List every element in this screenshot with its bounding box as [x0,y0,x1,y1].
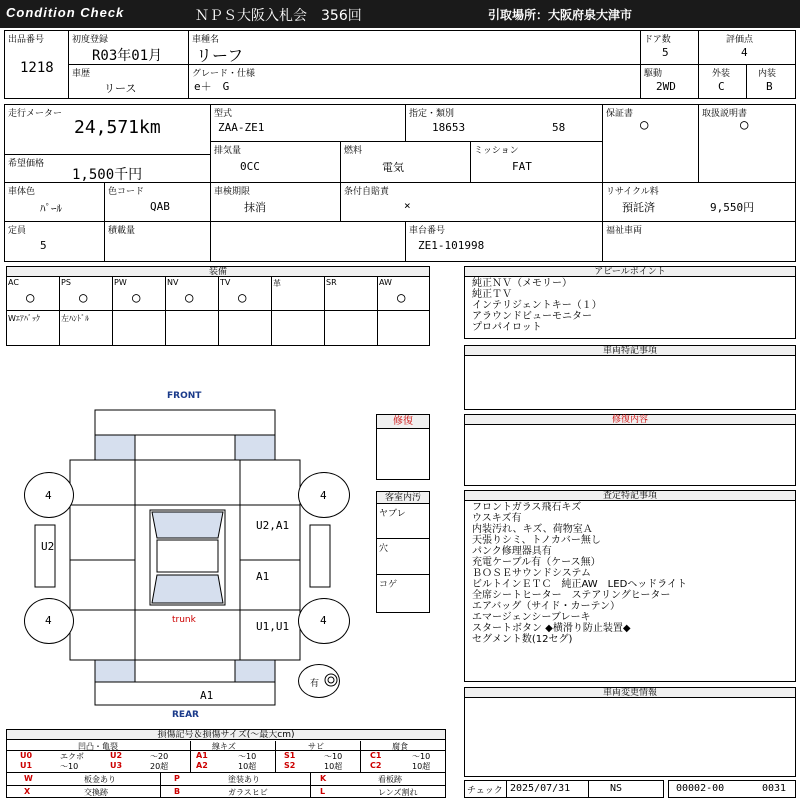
price-label: 希望価格 [8,159,45,169]
grade: e＋ G [194,80,230,93]
doors-label: ドア数 [644,35,671,45]
check-date: 2025/07/31 [510,783,571,794]
legend-code: P [174,774,180,783]
recycle-label: リサイクル料 [606,187,659,197]
legend-code: S2 [284,761,296,770]
repair-detail-title: 修復内容 [465,415,795,425]
color: ﾊﾟｰﾙ [40,202,62,215]
legend-desc: 10超 [412,762,431,771]
interior: B [766,80,773,93]
legend-group-corrosion: 腐食 [392,742,408,751]
mileage-label: 走行メーター [8,109,63,119]
legend-group-scratch: 線キズ [212,742,236,751]
legend-code: X [24,787,31,796]
repair-title: 修復 [377,415,429,429]
first-reg: R03年01月 [92,48,163,64]
legend-code: U2 [110,751,123,760]
header-auction: ＮＰＳ大阪入札会 356回 [195,8,362,24]
category: 58 [552,121,566,134]
displacement: 0CC [240,160,260,173]
inspection: 抹消 [244,201,266,214]
color-code-label: 色コード [108,187,145,197]
trunk-label: trunk [172,615,196,625]
equipment-title: 装備 [7,267,429,277]
checker: NS [610,783,623,794]
load-label: 積載量 [108,226,136,236]
footer-number: 0031 [762,783,787,794]
legend-code: A2 [196,761,208,770]
inspection-note-line: ビルトインＥＴＣ 純正AW LEDヘッドライト [472,579,687,590]
appeal-line: プロパイロット [472,322,542,333]
header-left-title: Condition Check [6,5,125,20]
header-pickup: 引取場所：大阪府泉大津市 [488,8,633,22]
chassis: ZE1-101998 [418,239,485,252]
legend-code: B [174,787,181,796]
appeal-title: アピールポイント [465,267,795,277]
inspection-label: 車検期限 [214,187,251,197]
designation-label: 指定・類別 [409,109,455,119]
equip-label-sr: SR [326,278,337,287]
stain-burn: コゲ [379,580,398,590]
front-label: FRONT [167,391,202,401]
inspection-notes-list [472,502,792,645]
history-label: 車歴 [72,69,91,79]
legend-desc: 塗装あり [228,775,260,784]
legend-desc: 板金あり [84,775,116,784]
recycle-fee: 9,550円 [710,201,755,214]
transmission: FAT [512,160,532,173]
inspection-note-line: パンク修理器具有 [472,546,552,557]
inspection-note-line: エアバッグ（サイド・カーテン） [472,601,620,612]
equip-label-ps: PS [61,278,71,287]
capacity: 5 [40,239,47,252]
legend-code: C2 [370,761,382,770]
legend-desc: 10超 [324,762,343,771]
spare-label: 有 [310,679,320,689]
inspection-note-line: 全席シートヒーター ステアリングヒーター [472,590,671,601]
inspection-note-line: スタートボタン ◆横滑り防止装置◆ [472,623,631,634]
legend-desc: 10超 [238,762,257,771]
drive: 2WD [656,80,676,93]
insurance: × [404,199,411,212]
legend-desc: 20超 [150,762,169,771]
equip-mark-tv: ○ [238,290,247,306]
interior-stain-title: 客室内汚 [377,492,429,504]
legend-desc: 交換跡 [84,788,108,797]
damage-left-side: U2 [41,540,55,553]
drive-label: 駆動 [644,69,663,79]
listing-no: 1218 [20,60,54,76]
legend-code: W [24,774,33,783]
listing-no-label: 出品番号 [8,35,45,45]
inspection-note-line: エマージェンシーブレーキ [472,612,591,623]
tire-front-left-value: 4 [45,489,52,502]
equip-label-ac: AC [8,278,19,287]
equip-mark-nv: ○ [185,290,194,306]
score-label: 評価点 [726,35,754,45]
equip-label-nv: NV [167,278,179,287]
legend-code: U1 [20,761,33,770]
model-name-label: 車種名 [192,35,220,45]
type-label: 型式 [214,109,233,119]
tire-icon [324,673,338,687]
legend-code: C1 [370,751,382,760]
insurance-label: 条付自賠責 [344,187,390,197]
damage-right-rear: U1,U1 [256,620,290,633]
color-code: QAB [150,200,170,213]
interior-label: 内装 [758,69,777,79]
legend-code: K [320,774,327,783]
legend-code: U0 [20,751,33,760]
change-info-box [464,687,796,777]
legend-group-rust: サビ [308,742,324,751]
equip-airbag: Wｴｱﾊﾞｯｸ [8,314,40,323]
inspection-note-line: セグメント数(12セグ) [472,634,573,645]
warranty-mark: ○ [640,117,649,133]
inspection-note-line: フロントガラス飛石キズ [472,502,582,513]
header-bar [0,0,800,28]
exterior: C [718,80,725,93]
inspection-note-line: 天張りシミ、トノカバー無し [472,535,601,546]
tire-rear-right-value: 4 [320,614,327,627]
legend-code: A1 [196,751,208,760]
manual-label: 取扱説明書 [702,109,748,119]
chassis-label: 車台番号 [409,226,446,236]
equip-label-aw: AW [379,278,392,287]
footer-code: 00002-00 [676,783,725,794]
legend-desc: 〜10 [60,762,79,771]
transmission-label: ミッション [474,146,519,156]
legend-desc: エクボ [60,752,84,761]
price: 1,500千円 [72,167,143,183]
stain-tear: ヤブレ [379,509,406,519]
first-reg-label: 初度登録 [72,35,109,45]
special-title: 車両特記事項 [465,346,795,356]
displacement-label: 排気量 [214,146,242,156]
inspection-notes-title: 査定特記事項 [465,491,795,501]
legend-desc: レンズ割れ [378,788,418,797]
recycle-status: 預託済 [622,201,655,214]
capacity-label: 定員 [8,226,27,236]
legend-desc: 〜10 [238,752,257,761]
legend-title: 損傷記号＆損傷サイズ(〜最大cm) [7,730,445,740]
legend-desc: 〜10 [412,752,431,761]
fuel-label: 燃料 [344,146,363,156]
equip-label-leather: 革 [273,279,281,288]
inspection-note-line: ウスキズ有 [472,513,522,524]
tire-rear-left-value: 4 [45,614,52,627]
legend-code: L [320,787,326,796]
appeal-line: 純正ＮＶ（メモリー） [472,278,572,289]
mileage: 24,571km [74,117,161,138]
equip-mark-aw: ○ [397,290,406,306]
warranty-label: 保証書 [606,109,634,119]
designation: 18653 [432,121,466,134]
inspection-note-line: ＢＯＳＥサウンドシステム [472,568,591,579]
equip-mark-ac: ○ [26,290,35,306]
color-label: 車体色 [8,187,36,197]
equip-left-handle: 左ﾊﾝﾄﾞﾙ [61,314,89,323]
appeal-line: アラウンドビューモニター [472,311,592,322]
equip-mark-pw: ○ [132,290,141,306]
legend-desc: ガラスヒビ [228,788,268,797]
exterior-label: 外装 [712,69,731,79]
inspection-note-line: 充電ケーブル有（ケース無） [472,557,601,568]
tire-front-right-value: 4 [320,489,327,502]
history: リース [104,82,137,95]
damage-right-mid: A1 [256,570,270,583]
legend-code: S1 [284,751,296,760]
fuel: 電気 [382,161,404,174]
legend-desc: 〜20 [150,752,169,761]
legend-desc: 看板跡 [378,775,402,784]
manual-mark: ○ [740,117,749,133]
model-name: リーフ [196,46,244,65]
appeal-line: インテリジェントキー（１） [472,300,602,311]
change-info-title: 車両変更情報 [465,688,795,698]
damage-bottom: A1 [200,689,214,702]
rear-label: REAR [172,710,199,720]
appeal-line: 純正ＴＶ [472,289,512,300]
equip-label-tv: TV [220,278,231,287]
doors: 5 [662,46,669,59]
stain-hole: 穴 [379,544,389,554]
legend-group-dent: 凹凸・亀裂 [78,742,118,751]
equip-mark-ps: ○ [79,290,88,306]
score: 4 [741,46,748,59]
type: ZAA-ZE1 [218,121,265,134]
check-label: チェック [467,786,503,796]
grade-label: グレード・仕様 [192,69,256,79]
equip-label-pw: PW [114,278,127,287]
legend-desc: 〜10 [324,752,343,761]
inspection-note-line: 内装汚れ、キズ、荷物室Ａ [472,524,593,535]
legend-code: U3 [110,761,123,770]
welfare-label: 福祉車両 [606,226,643,236]
damage-right-front: U2,A1 [256,519,290,532]
